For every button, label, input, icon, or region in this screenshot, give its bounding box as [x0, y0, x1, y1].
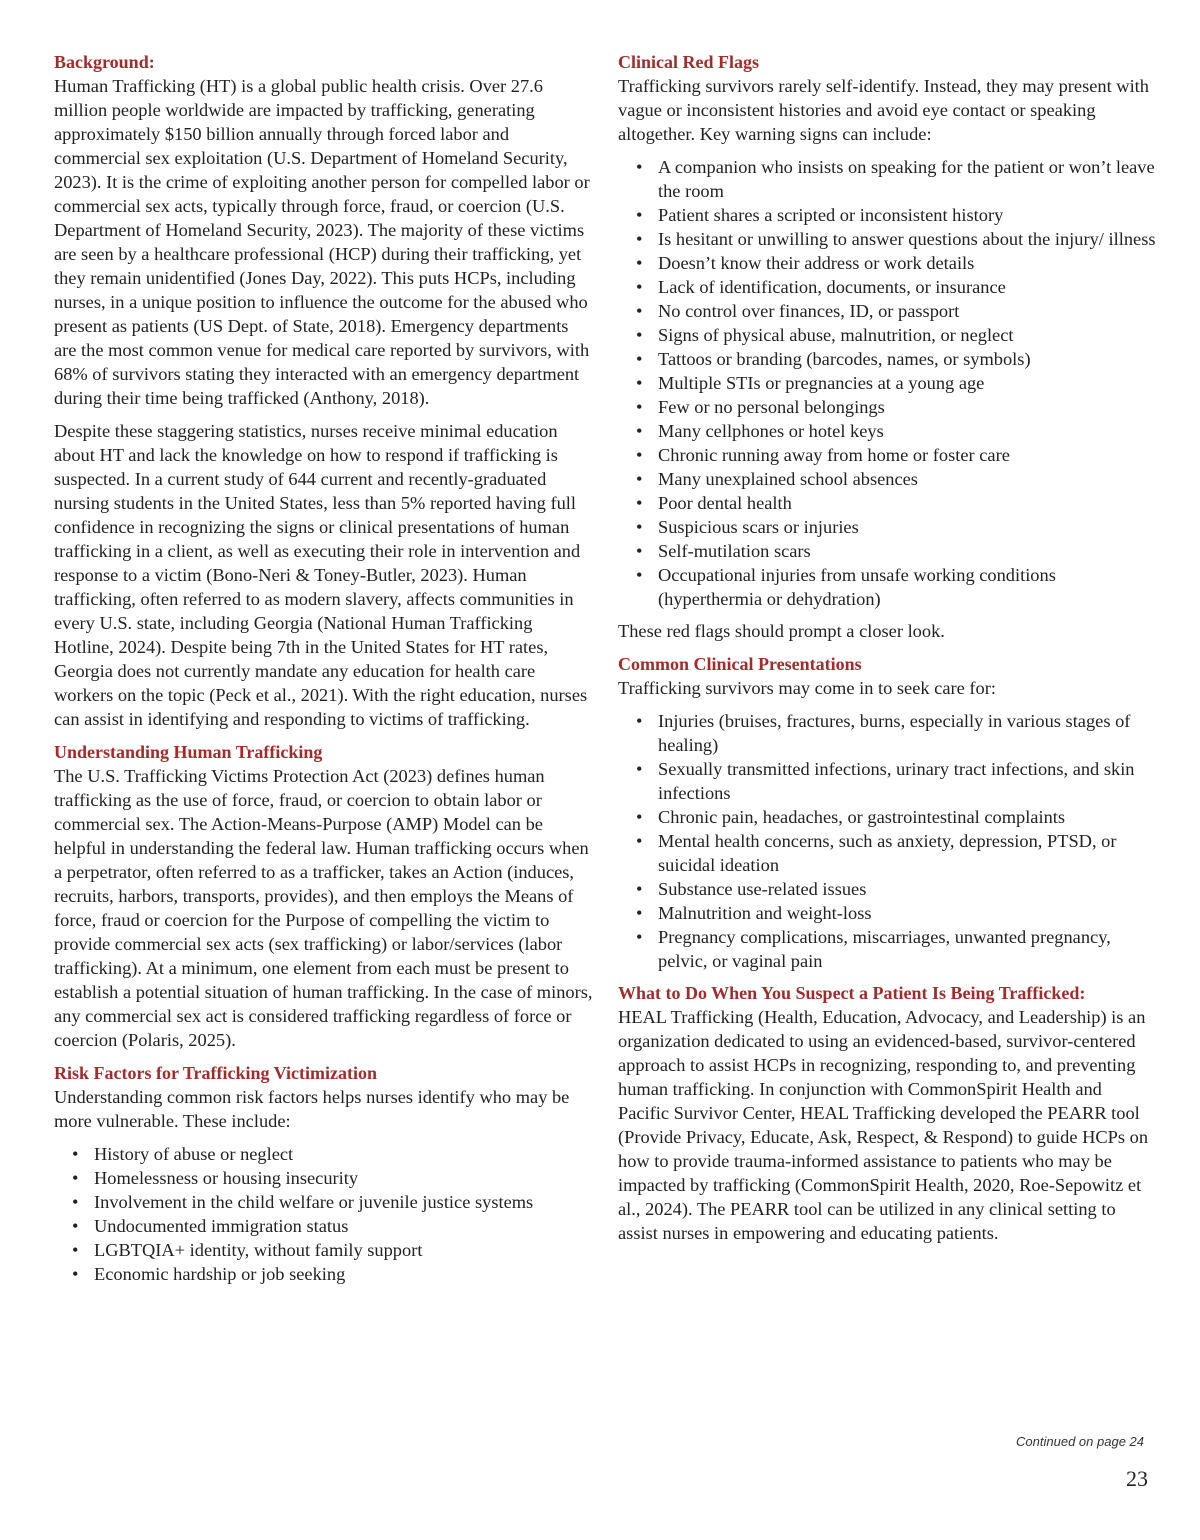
- left-column: [54, 50, 594, 1294]
- understanding-section: [54, 740, 594, 1052]
- right-column: [618, 50, 1156, 1254]
- list-item: • Suspicious scars or injuries: [618, 515, 1156, 539]
- list-item: • Patient shares a scripted or inconsistent history: [618, 203, 1156, 227]
- risk-factors-heading: Risk Factors for Trafficking Victimization: [54, 1063, 377, 1083]
- red-flags-intro: Trafficking survivors rarely self-identify. Instead, they may present with vague or inconsistent histories and avoid eye contact or speaking altogether. Key warning signs can include:: [618, 76, 1149, 144]
- what-to-do-heading: What to Do When You Suspect a Patient Is Being Trafficked:: [618, 983, 1086, 1003]
- page-number: 23: [1126, 1466, 1148, 1491]
- background-paragraph-1: Human Trafficking (HT) is a global public health crisis. Over 27.6 million people worldwide are impacted by trafficking, generating approximately $150 billion annually through forced labor and commercial sex exploitation (U.S. Department of Homeland Security, 2023). It is the crime of exploiting another person for compelled labor or commercial sex acts, typically through force, fraud, or coercion (U.S. Department of Homeland Security, 2023). The majority of these victims are seen by a healthcare professional (HCP) during their trafficking, yet they remain unidentified (Jones Day, 2022). This puts HCPs, including nurses, in a unique position to influence the outcome for the abused who present as patients (US Dept. of State, 2018). Emergency departments are the most common venue for medical care reported by survivors, with 68% of survivors stating they interacted with an emergency department during their time being trafficked (Anthony, 2018).: [54, 76, 590, 408]
- list-item: • Substance use-related issues: [618, 877, 1156, 901]
- risk-factors-intro: Understanding common risk factors helps nurses identify who may be more vulnerable. These include:: [54, 1087, 570, 1131]
- list-item: • Chronic pain, headaches, or gastrointestinal complaints: [618, 805, 1156, 829]
- list-item: • Mental health concerns, such as anxiety, depression, PTSD, or suicidal ideation: [618, 829, 1156, 877]
- list-item: • Multiple STIs or pregnancies at a young age: [618, 371, 1156, 395]
- list-item: • Economic hardship or job seeking: [54, 1262, 594, 1286]
- list-item: • LGBTQIA+ identity, without family support: [54, 1238, 594, 1262]
- list-item: • Chronic running away from home or foster care: [618, 443, 1156, 467]
- list-item: • Malnutrition and weight-loss: [618, 901, 1156, 925]
- list-item: • Self-mutilation scars: [618, 539, 1156, 563]
- list-item: • Is hesitant or unwilling to answer questions about the injury/ illness: [618, 227, 1156, 251]
- presentations-section: [618, 652, 1156, 973]
- background-paragraph-2: Despite these staggering statistics, nurses receive minimal education about HT and lack the knowledge on how to respond if trafficking is suspected. In a current study of 644 current and recently-graduated nursing students in the United States, less than 5% reported having full confidence in recognizing the signs or clinical presentations of human trafficking in a client, as well as executing their role in intervention and response to a victim (Bono-Neri & Toney-Butler, 2023). Human trafficking, often referred to as modern slavery, affects communities in every U.S. state, including Georgia (National Human Trafficking Hotline, 2024). Despite being 7th in the United States for HT rates, Georgia does not currently mandate any education for health care workers on the topic (Peck et al., 2021). With the right education, nurses can assist in identifying and responding to victims of trafficking.: [54, 421, 588, 729]
- list-item: • Few or no personal belongings: [618, 395, 1156, 419]
- presentations-intro: Trafficking survivors may come in to seek care for:: [618, 678, 996, 698]
- presentations-list: [618, 709, 1156, 973]
- red-flags-heading: Clinical Red Flags: [618, 52, 760, 72]
- background-heading: Background:: [54, 52, 155, 72]
- presentations-heading: Common Clinical Presentations: [618, 654, 862, 674]
- red-flags-outro: These red flags should prompt a closer look.: [618, 621, 945, 641]
- risk-factors-list: [54, 1142, 594, 1286]
- list-item: • Pregnancy complications, miscarriages, unwanted pregnancy, pelvic, or vaginal pain: [618, 925, 1156, 973]
- background-section: [54, 50, 594, 731]
- list-item: • Signs of physical abuse, malnutrition, or neglect: [618, 323, 1156, 347]
- list-item: • Sexually transmitted infections, urinary tract infections, and skin infections: [618, 757, 1156, 805]
- list-item: • Undocumented immigration status: [54, 1214, 594, 1238]
- list-item: • No control over finances, ID, or passport: [618, 299, 1156, 323]
- list-item: • Involvement in the child welfare or juvenile justice systems: [54, 1190, 594, 1214]
- list-item: • Lack of identification, documents, or insurance: [618, 275, 1156, 299]
- list-item: • Injuries (bruises, fractures, burns, especially in various stages of healing): [618, 709, 1156, 757]
- understanding-paragraph: The U.S. Trafficking Victims Protection Act (2023) defines human trafficking as the use of force, fraud, or coercion to obtain labor or commercial sex. The Action-Means-Purpose (AMP) Model can be helpful in understanding the federal law. Human trafficking occurs when a perpetrator, often referred to as a trafficker, takes an Action (induces, recruits, harbors, transports, provides), and then employs the Means of force, fraud or coercion for the Purpose of compelling the victim to provide commercial sex acts (sex trafficking) or labor/services (labor trafficking). At a minimum, one element from each must be present to establish a potential situation of human trafficking. In the case of minors, any commercial sex act is considered trafficking regardless of force or coercion (Polaris, 2025).: [54, 766, 593, 1050]
- risk-factors-section: [54, 1061, 594, 1286]
- continued-note: Continued on page 24: [1016, 1434, 1144, 1449]
- what-to-do-paragraph: HEAL Trafficking (Health, Education, Advocacy, and Leadership) is an organization dedicated to using an evidenced-based, survivor-centered approach to assist HCPs in recognizing, responding to, and preventing human trafficking. In conjunction with CommonSpirit Health and Pacific Survivor Center, HEAL Trafficking developed the PEARR tool (Provide Privacy, Educate, Ask, Respect, & Respond) to guide HCPs on how to provide trauma-informed assistance to patients who may be impacted by trafficking (CommonSpirit Health, 2020, Roe-Sepowitz et al., 2024). The PEARR tool can be utilized in any clinical setting to assist nurses in empowering and educating patients.: [618, 1007, 1149, 1243]
- red-flags-section: [618, 50, 1156, 643]
- list-item: • Many unexplained school absences: [618, 467, 1156, 491]
- list-item: • Doesn’t know their address or work details: [618, 251, 1156, 275]
- list-item: • Many cellphones or hotel keys: [618, 419, 1156, 443]
- list-item: • A companion who insists on speaking for the patient or won’t leave the room: [618, 155, 1156, 203]
- list-item: • Tattoos or branding (barcodes, names, or symbols): [618, 347, 1156, 371]
- list-item: • Occupational injuries from unsafe working conditions (hyperthermia or dehydration): [618, 563, 1156, 611]
- red-flags-list: [618, 155, 1156, 611]
- understanding-heading: Understanding Human Trafficking: [54, 742, 323, 762]
- what-to-do-section: [618, 981, 1156, 1245]
- list-item: • History of abuse or neglect: [54, 1142, 594, 1166]
- list-item: • Homelessness or housing insecurity: [54, 1166, 594, 1190]
- list-item: • Poor dental health: [618, 491, 1156, 515]
